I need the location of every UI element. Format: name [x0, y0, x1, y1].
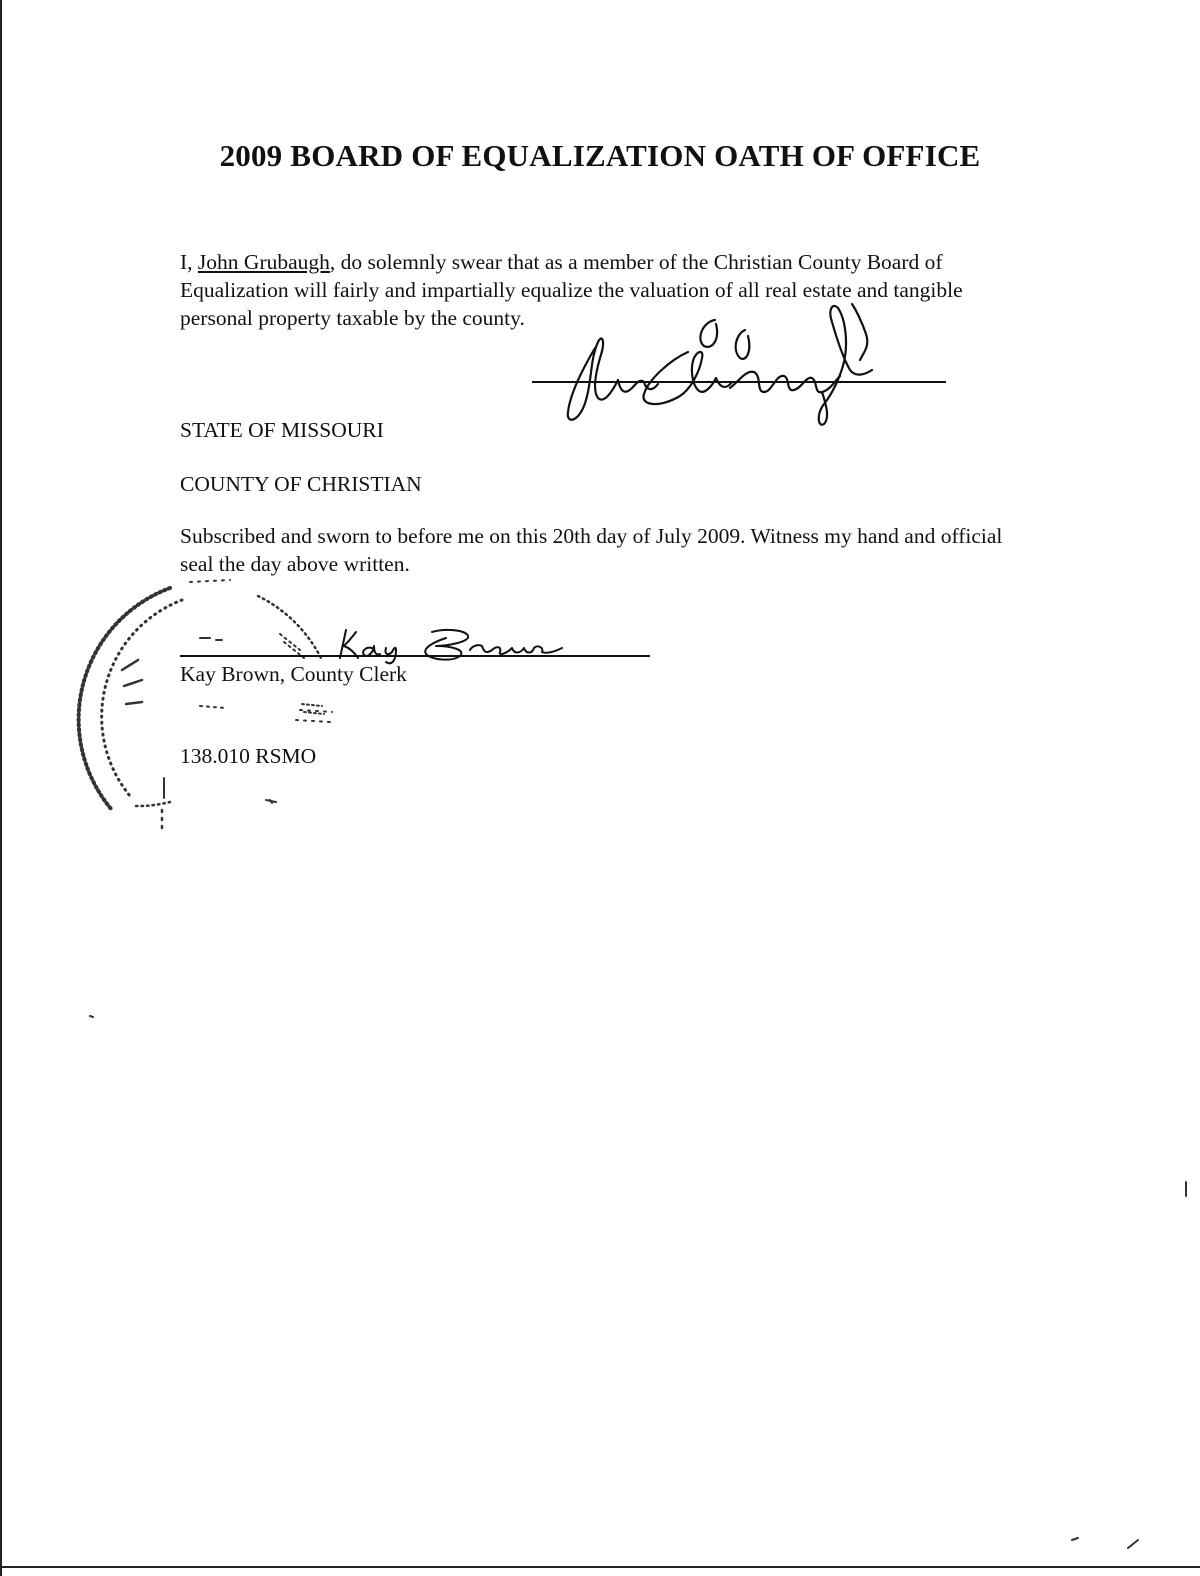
county-line: COUNTY OF CHRISTIAN — [180, 472, 422, 496]
document-title: 2009 BOARD OF EQUALIZATION OATH OF OFFICE — [219, 138, 981, 173]
clerk-name-title: Kay Brown, County Clerk — [180, 662, 407, 686]
statute-reference: 138.010 RSMO — [180, 744, 317, 768]
oath-body: , do solemnly swear that as a member of the Christian County Board of Equalization will fairly and impartially equalize the valuation of all real estate and tangible personal property taxable by the county. — [180, 250, 963, 330]
member-name: John Grubaugh — [197, 250, 330, 274]
state-line: STATE OF MISSOURI — [180, 418, 384, 442]
oath-prefix: I, — [180, 250, 198, 274]
sworn-statement: Subscribed and sworn to before me on this 20th day of July 2009. Witness my hand and official seal the day above written. — [180, 524, 1003, 576]
